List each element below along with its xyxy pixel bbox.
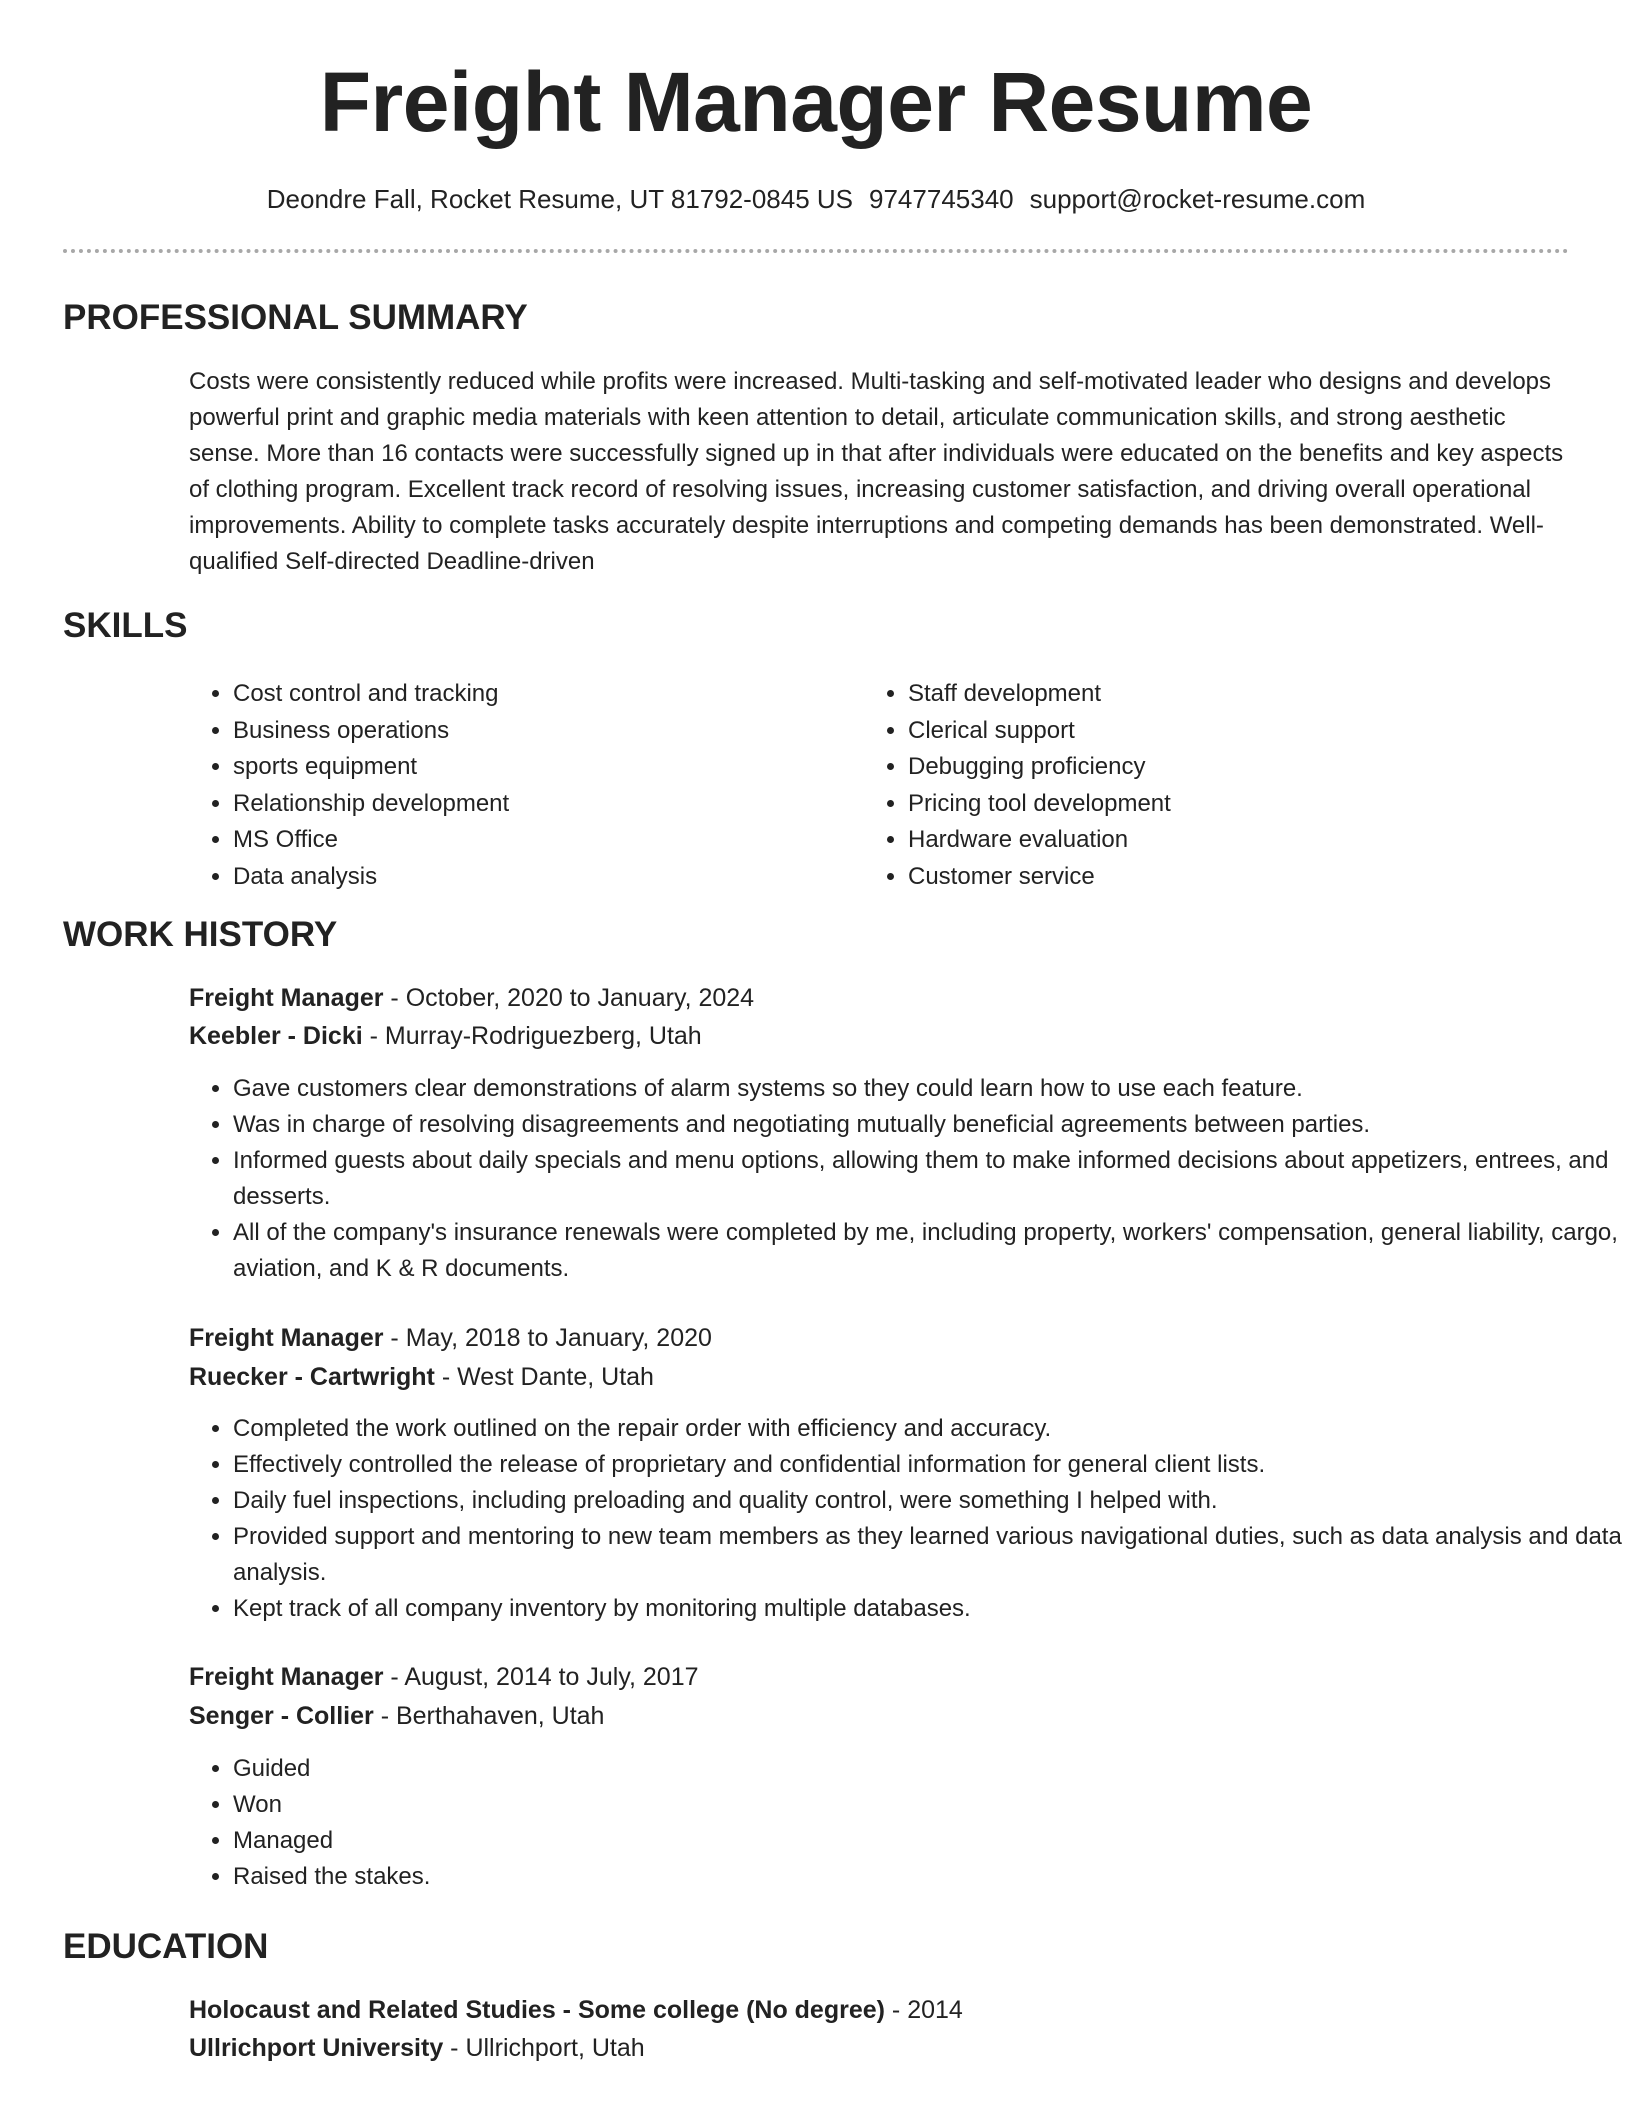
- skill-item: • Data analysis: [233, 859, 833, 896]
- job-company-line: [189, 1359, 654, 1395]
- job-bullet: • Completed the work outlined on the repair order with efficiency and accuracy.: [233, 1411, 1623, 1447]
- job-bullet: • Raised the stakes.: [233, 1859, 1623, 1895]
- skill-item: • Business operations: [233, 713, 833, 750]
- job-title: Freight Manager: [189, 1324, 384, 1352]
- job-bullet: • Was in charge of resolving disagreements and negotiating mutually beneficial agreements between parties.: [233, 1107, 1623, 1143]
- education-degree-line: [189, 1992, 963, 2028]
- work-history-heading: WORK HISTORY: [63, 915, 338, 954]
- contact-phone: 9747745340: [869, 184, 1014, 214]
- job-bullet: • Informed guests about daily specials and menu options, allowing them to make informed decisions about appetizers, entrees, and desserts.: [233, 1143, 1623, 1215]
- job-bullet: • Provided support and mentoring to new team members as they learned various navigational duties, such as data analysis and data analysis.: [233, 1519, 1623, 1591]
- skill-item: • Pricing tool development: [908, 786, 1508, 823]
- job-bullet: • Effectively controlled the release of proprietary and confidential information for general client lists.: [233, 1447, 1623, 1483]
- skill-item: • Staff development: [908, 676, 1508, 713]
- contact-address: Deondre Fall, Rocket Resume, UT 81792-0845 US: [266, 184, 854, 214]
- skill-item: • Cost control and tracking: [233, 676, 833, 713]
- skill-item: • Relationship development: [233, 786, 833, 823]
- job-title-line: [189, 1320, 712, 1356]
- job-company: Ruecker - Cartwright: [189, 1363, 435, 1391]
- job-title: Freight Manager: [189, 984, 384, 1012]
- resume-title: Freight Manager Resume: [319, 55, 1313, 149]
- job-company: Keebler - Dicki: [189, 1022, 363, 1050]
- job-location: - West Dante, Utah: [434, 1363, 654, 1391]
- education-school-line: [189, 2030, 645, 2066]
- job-dates: - August, 2014 to July, 2017: [383, 1663, 699, 1691]
- job-bullets: [189, 1411, 1623, 1627]
- job-title: Freight Manager: [189, 1663, 384, 1691]
- skills-list-right: [864, 676, 1508, 896]
- job-bullet: • Won: [233, 1787, 1623, 1823]
- skill-item: • Debugging proficiency: [908, 749, 1508, 786]
- education-degree: Holocaust and Related Studies - Some college (No degree): [189, 1996, 885, 2024]
- skill-item: • Customer service: [908, 859, 1508, 896]
- skills-list-left: [189, 676, 833, 896]
- job-company-line: [189, 1698, 604, 1734]
- job-company: Senger - Collier: [189, 1702, 374, 1730]
- skills-heading: SKILLS: [63, 606, 188, 645]
- job-location: - Berthahaven, Utah: [373, 1702, 605, 1730]
- job-bullets: [189, 1751, 1623, 1895]
- header-divider: [63, 249, 1569, 253]
- education-year: - 2014: [884, 1996, 963, 2024]
- job-bullet: • All of the company's insurance renewals were completed by me, including property, workers' compensation, general liability, cargo, aviation, and K & R documents.: [233, 1215, 1623, 1287]
- job-title-line: [189, 980, 754, 1016]
- education-heading: EDUCATION: [63, 1927, 269, 1966]
- summary-text: Costs were consistently reduced while profits were increased. Multi-tasking and self-motivated leader who designs and develops powerful print and graphic media materials with keen attention to detail, articulate communication skills, and strong aesthetic sense. More than 16 contacts were successfully signed up in that after individuals were educated on the benefits and key aspects of clothing program. Excellent track record of resolving issues, increasing customer satisfaction, and driving overall operational improvements. Ability to complete tasks accurately despite interruptions and competing demands has been demonstrated. Well-qualified Self-directed Deadline-driven: [189, 368, 1564, 575]
- skill-item: • sports equipment: [233, 749, 833, 786]
- education-location: - Ullrichport, Utah: [443, 2034, 645, 2062]
- job-dates: - May, 2018 to January, 2020: [383, 1324, 712, 1352]
- job-bullet: • Managed: [233, 1823, 1623, 1859]
- job-bullet: • Gave customers clear demonstrations of alarm systems so they could learn how to use each feature.: [233, 1071, 1623, 1107]
- job-title-line: [189, 1659, 699, 1695]
- education-school: Ullrichport University: [189, 2034, 444, 2062]
- job-dates: - October, 2020 to January, 2024: [383, 984, 755, 1012]
- job-company-line: [189, 1018, 702, 1054]
- summary-heading: PROFESSIONAL SUMMARY: [63, 298, 528, 337]
- job-bullet: • Kept track of all company inventory by monitoring multiple databases.: [233, 1591, 1623, 1627]
- job-bullet: • Guided: [233, 1751, 1623, 1787]
- job-location: - Murray-Rodriguezberg, Utah: [362, 1022, 702, 1050]
- skill-item: • Clerical support: [908, 713, 1508, 750]
- job-bullets: [189, 1071, 1623, 1287]
- skill-item: • Hardware evaluation: [908, 822, 1508, 859]
- job-bullet: • Daily fuel inspections, including preloading and quality control, were something I helped with.: [233, 1483, 1623, 1519]
- skill-item: • MS Office: [233, 822, 833, 859]
- contact-line: [0, 182, 1632, 216]
- contact-email: support@rocket-resume.com: [1029, 184, 1366, 214]
